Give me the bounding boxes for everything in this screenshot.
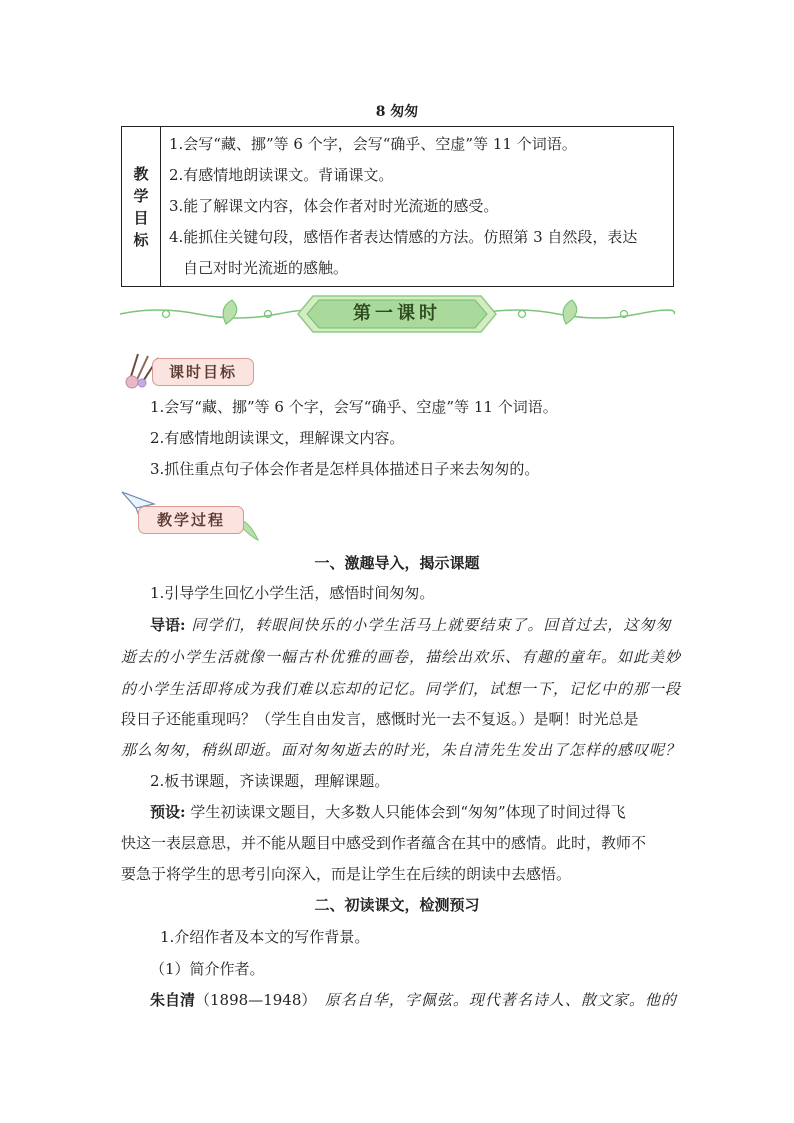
intro-text: 的小学生活即将成为我们难以忘却的记忆。同学们，试想一下，记忆中的那一段 — [121, 680, 682, 698]
lesson-goal-item: 1.会写“藏、挪”等 6 个字，会写“确乎、空虚”等 11 个词语。 — [150, 398, 558, 416]
author-name: 朱自清 — [150, 991, 196, 1009]
preset-text: 学生初读课文题目，大多数人只能体会到“匆匆”体现了时间过得飞 — [185, 803, 626, 821]
sub-step-text: （1）简介作者。 — [150, 960, 265, 978]
teaching-process-badge — [120, 488, 265, 544]
intro-text: 同学们，转眼间快乐的小学生活马上就要结束了。回首过去，这匆匆 — [185, 616, 672, 634]
step-text: 1.介绍作者及本文的写作背景。 — [160, 928, 370, 946]
side-char: 学 — [133, 186, 149, 205]
intro-label: 导语: — [150, 616, 186, 634]
badge-label: 教学过程 — [138, 506, 244, 534]
leaf-icon — [563, 300, 577, 324]
intro-line — [150, 614, 671, 635]
teaching-goals-table — [121, 126, 674, 287]
author-line — [150, 989, 677, 1010]
lesson-goal-item: 2.有感情地朗读课文，理解课文内容。 — [150, 429, 405, 447]
intro-text: 那么匆匆，稍纵即逝。面对匆匆逝去的时光，朱自清先生发出了怎样的感叹呢？ — [121, 741, 682, 759]
side-char: 标 — [133, 230, 149, 249]
goals-list — [161, 127, 674, 287]
intro-text: 逝去的小学生活就像一幅古朴优雅的画卷，描绘出欢乐、有趣的童年。如此美妙 — [121, 648, 682, 666]
goals-side-label — [122, 127, 161, 287]
preset-label: 预设: — [150, 803, 186, 821]
author-desc: 原名自华，字佩弦。现代著名诗人、散文家。他的 — [308, 991, 677, 1009]
goal-item: 4.能抓住关键句段，感悟作者表达情感的方法。仿照第 3 自然段，表达 — [169, 228, 638, 246]
lesson-goals-badge — [120, 350, 260, 390]
leaf-icon — [223, 300, 237, 324]
lesson-goal-item: 3.抓住重点句子体会作者是怎样具体描述日子来去匆匆的。 — [150, 460, 540, 478]
section-heading: 二、初读课文，检测预习 — [314, 896, 480, 914]
lesson-period-banner — [118, 294, 676, 334]
preset-line — [150, 801, 626, 822]
side-char: 目 — [133, 208, 149, 227]
badge-label: 课时目标 — [152, 358, 254, 386]
goal-item: 1.会写“藏、挪”等 6 个字，会写“确乎、空虚”等 11 个词语。 — [169, 135, 577, 153]
goal-item: 2.有感情地朗读课文。背诵课文。 — [169, 166, 394, 184]
preset-text: 要急于将学生的思考引向深入，而是让学生在后续的朗读中去感悟。 — [121, 865, 572, 883]
lesson-title: 8 匆匆 — [375, 104, 419, 120]
banner-label: 第一课时 — [353, 303, 441, 324]
step-text: 1.引导学生回忆小学生活，感悟时间匆匆。 — [150, 584, 435, 602]
side-char: 教 — [133, 164, 149, 183]
preset-text: 快这一表层意思，并不能从题目中感受到作者蕴含在其中的感情。此时，教师不 — [121, 834, 647, 852]
section-heading: 一、激趣导入，揭示课题 — [314, 554, 480, 572]
goal-item: 3.能了解课文内容，体会作者对时光流逝的感受。 — [169, 197, 499, 215]
author-years: （1898—1948） — [195, 991, 309, 1009]
step-text: 2.板书课题，齐读课题，理解课题。 — [150, 772, 390, 790]
intro-text: 段日子还能重现吗？（学生自由发言，感慨时光一去不复返。）是啊！时光总是 — [121, 710, 639, 728]
goal-item-continued: 自己对时光流逝的感触。 — [183, 259, 349, 277]
